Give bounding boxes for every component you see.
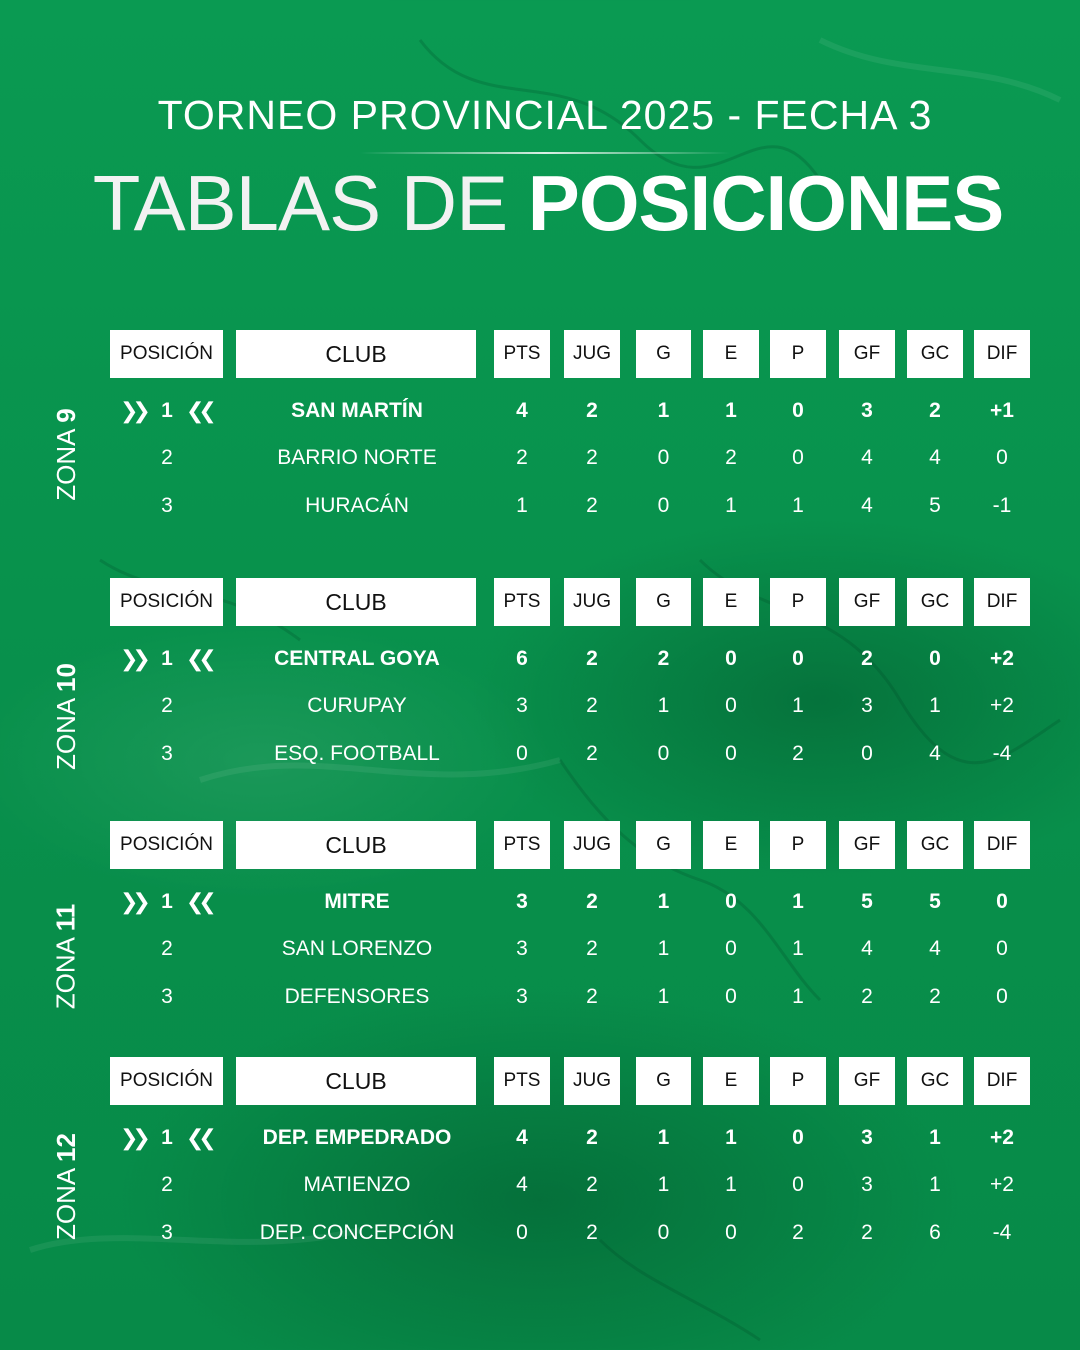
table-row (0, 686, 1080, 726)
cell-gf: 3 (861, 1126, 873, 1149)
cell-pts: 3 (516, 937, 528, 960)
cell-gc: 2 (929, 985, 941, 1008)
cell-p: 2 (792, 1221, 804, 1244)
cell-club: CURUPAY (307, 694, 407, 717)
table-row (0, 639, 1080, 679)
column-header-e: E (703, 821, 759, 869)
cell-gc: 1 (929, 1173, 941, 1196)
column-header-g: G (636, 578, 691, 626)
cell-gf: 3 (861, 694, 873, 717)
cell-p: 1 (792, 890, 804, 913)
cell-dif: +2 (990, 694, 1014, 717)
cell-e: 0 (725, 1221, 737, 1244)
cell-g: 0 (657, 494, 670, 517)
table-row (0, 1213, 1080, 1253)
page-title (0, 160, 1080, 246)
cell-pts: 3 (516, 694, 528, 717)
zone-number: 12 (50, 1132, 81, 1162)
cell-jug: 2 (586, 890, 598, 913)
table-row (0, 882, 1080, 922)
table-row (0, 486, 1080, 526)
cell-pos: 2 (161, 694, 173, 717)
leader-arrow-right-icon: ❯❯ (120, 398, 145, 423)
cell-pos: 3 (161, 1221, 173, 1244)
cell-dif: +2 (990, 1126, 1014, 1149)
cell-pos: 1 (161, 890, 173, 913)
cell-e: 0 (725, 647, 737, 670)
column-header-gc: GC (907, 821, 963, 869)
cell-gf: 3 (861, 399, 873, 422)
title-divider (360, 152, 730, 154)
table-row (0, 977, 1080, 1017)
cell-g: 1 (657, 985, 670, 1008)
cell-pts: 1 (516, 494, 528, 517)
tournament-subtitle: TORNEO PROVINCIAL 2025 - FECHA 3 (157, 92, 933, 138)
cell-dif: 0 (996, 937, 1008, 960)
cell-p: 1 (792, 937, 804, 960)
table-row (0, 438, 1080, 478)
column-header-pts: PTS (494, 578, 550, 626)
cell-gc: 2 (929, 399, 941, 422)
cell-e: 1 (725, 1173, 737, 1196)
zone-number: 9 (50, 407, 81, 423)
cell-pos: 2 (161, 446, 173, 469)
cell-g: 1 (657, 694, 670, 717)
cell-jug: 2 (586, 399, 598, 422)
cell-pts: 4 (516, 1126, 528, 1149)
cell-p: 0 (792, 1126, 804, 1149)
cell-dif: 0 (996, 985, 1008, 1008)
column-header-club: CLUB (236, 821, 476, 869)
cell-club: MATIENZO (303, 1173, 411, 1196)
cell-e: 1 (725, 399, 737, 422)
cell-club: SAN MARTÍN (291, 399, 423, 422)
cell-dif: 0 (996, 890, 1008, 913)
cell-gc: 4 (929, 937, 941, 960)
cell-jug: 2 (586, 446, 598, 469)
cell-gc: 1 (929, 1126, 941, 1149)
cell-g: 1 (657, 1126, 670, 1149)
column-header-gc: GC (907, 330, 963, 378)
table-row (0, 1165, 1080, 1205)
cell-dif: -4 (992, 1221, 1012, 1244)
column-header-gc: GC (907, 1057, 963, 1105)
cell-p: 0 (792, 446, 804, 469)
cell-pos: 3 (161, 985, 173, 1008)
column-header-pts: PTS (494, 330, 550, 378)
zone-prefix: ZONA (50, 698, 81, 770)
column-header-jug: JUG (564, 330, 620, 378)
column-header-g: G (636, 821, 691, 869)
leader-arrow-left-icon: ❮❮ (186, 889, 211, 914)
cell-gc: 1 (929, 694, 941, 717)
cell-dif: 0 (996, 446, 1008, 469)
zone-table (0, 578, 1080, 778)
cell-jug: 2 (586, 694, 598, 717)
cell-gf: 2 (861, 647, 873, 670)
column-header-e: E (703, 330, 759, 378)
cell-club: ESQ. FOOTBALL (274, 742, 440, 765)
table-row (0, 1118, 1080, 1158)
cell-g: 2 (657, 647, 670, 670)
cell-pts: 3 (516, 985, 528, 1008)
leader-arrow-right-icon: ❯❯ (120, 1125, 145, 1150)
column-header-p: P (770, 1057, 826, 1105)
cell-pos: 3 (161, 742, 173, 765)
cell-gf: 2 (861, 985, 873, 1008)
cell-g: 1 (657, 890, 670, 913)
zone-number: 11 (50, 903, 81, 931)
cell-p: 0 (792, 1173, 804, 1196)
leader-arrow-right-icon: ❯❯ (120, 889, 145, 914)
cell-jug: 2 (586, 1221, 598, 1244)
column-header-pos: POSICIÓN (110, 578, 223, 626)
cell-p: 0 (792, 399, 804, 422)
cell-jug: 2 (586, 985, 598, 1008)
cell-p: 1 (792, 985, 804, 1008)
cell-dif: -4 (992, 742, 1012, 765)
leader-arrow-left-icon: ❮❮ (186, 646, 211, 671)
leader-arrow-left-icon: ❮❮ (186, 398, 211, 423)
cell-gc: 5 (929, 890, 941, 913)
cell-p: 1 (792, 494, 804, 517)
column-header-gf: GF (839, 578, 895, 626)
cell-p: 0 (792, 647, 804, 670)
cell-pos: 1 (161, 1126, 173, 1149)
cell-club: DEFENSORES (284, 985, 430, 1008)
column-header-p: P (770, 821, 826, 869)
cell-e: 2 (725, 446, 737, 469)
cell-club: CENTRAL GOYA (274, 647, 440, 670)
cell-gf: 2 (861, 1221, 873, 1244)
cell-jug: 2 (586, 742, 598, 765)
cell-club: DEP. EMPEDRADO (262, 1126, 452, 1149)
cell-club: SAN LORENZO (281, 937, 433, 960)
zone-table (0, 821, 1080, 1021)
column-header-pos: POSICIÓN (110, 1057, 223, 1105)
column-header-gf: GF (839, 330, 895, 378)
cell-jug: 2 (586, 937, 598, 960)
cell-gc: 0 (929, 647, 941, 670)
zone-number: 10 (50, 662, 81, 692)
cell-jug: 2 (586, 1126, 598, 1149)
cell-pos: 2 (161, 937, 173, 960)
table-row (0, 929, 1080, 969)
cell-gc: 5 (929, 494, 941, 517)
cell-g: 1 (657, 1173, 670, 1196)
column-header-gc: GC (907, 578, 963, 626)
cell-pos: 3 (161, 494, 173, 517)
zone-prefix: ZONA (50, 1168, 81, 1240)
cell-gc: 4 (929, 446, 941, 469)
title-bold: POSICIONES (527, 159, 1004, 247)
column-header-club: CLUB (236, 578, 476, 626)
cell-dif: +2 (990, 647, 1014, 670)
cell-p: 1 (792, 694, 804, 717)
cell-pos: 1 (161, 647, 173, 670)
column-header-dif: DIF (974, 330, 1030, 378)
leader-arrow-right-icon: ❯❯ (120, 646, 145, 671)
column-header-dif: DIF (974, 1057, 1030, 1105)
cell-dif: +2 (990, 1173, 1014, 1196)
cell-e: 0 (725, 694, 737, 717)
column-header-pos: POSICIÓN (110, 821, 223, 869)
title-light: TABLAS DE (92, 159, 508, 247)
cell-gc: 4 (929, 742, 941, 765)
column-header-p: P (770, 578, 826, 626)
cell-pts: 4 (516, 399, 528, 422)
cell-club: BARRIO NORTE (277, 446, 437, 469)
table-row (0, 734, 1080, 774)
column-header-e: E (703, 1057, 759, 1105)
cell-pts: 3 (516, 890, 528, 913)
column-header-jug: JUG (564, 578, 620, 626)
cell-g: 1 (657, 399, 670, 422)
column-header-club: CLUB (236, 1057, 476, 1105)
column-header-jug: JUG (564, 1057, 620, 1105)
cell-gf: 4 (861, 937, 873, 960)
cell-pts: 0 (516, 742, 528, 765)
cell-gf: 0 (861, 742, 873, 765)
cell-g: 0 (657, 446, 670, 469)
cell-pts: 0 (516, 1221, 528, 1244)
cell-g: 0 (657, 742, 670, 765)
cell-pts: 2 (516, 446, 528, 469)
cell-gf: 4 (861, 494, 873, 517)
zone-prefix: ZONA (50, 937, 81, 1009)
cell-pts: 6 (516, 647, 528, 670)
cell-e: 0 (725, 742, 737, 765)
cell-e: 0 (725, 937, 737, 960)
cell-e: 0 (725, 890, 737, 913)
cell-gf: 5 (861, 890, 873, 913)
column-header-pts: PTS (494, 1057, 550, 1105)
column-header-club: CLUB (236, 330, 476, 378)
cell-pts: 4 (516, 1173, 528, 1196)
cell-pos: 2 (161, 1173, 173, 1196)
cell-p: 2 (792, 742, 804, 765)
column-header-pts: PTS (494, 821, 550, 869)
cell-jug: 2 (586, 647, 598, 670)
column-header-dif: DIF (974, 578, 1030, 626)
column-header-g: G (636, 1057, 691, 1105)
column-header-gf: GF (839, 1057, 895, 1105)
column-header-jug: JUG (564, 821, 620, 869)
cell-club: DEP. CONCEPCIÓN (259, 1221, 455, 1244)
zone-prefix: ZONA (50, 429, 81, 501)
column-header-pos: POSICIÓN (110, 330, 223, 378)
cell-dif: +1 (990, 399, 1014, 422)
leader-arrow-left-icon: ❮❮ (186, 1125, 211, 1150)
cell-club: MITRE (324, 890, 390, 913)
cell-club: HURACÁN (305, 494, 409, 517)
zone-table (0, 1057, 1080, 1257)
cell-g: 0 (657, 1221, 670, 1244)
cell-g: 1 (657, 937, 670, 960)
cell-pos: 1 (161, 399, 173, 422)
cell-gc: 6 (929, 1221, 941, 1244)
cell-gf: 3 (861, 1173, 873, 1196)
table-row (0, 391, 1080, 431)
cell-dif: -1 (992, 494, 1012, 517)
cell-e: 1 (725, 494, 737, 517)
zone-table (0, 330, 1080, 530)
cell-jug: 2 (586, 1173, 598, 1196)
column-header-p: P (770, 330, 826, 378)
cell-jug: 2 (586, 494, 598, 517)
cell-e: 0 (725, 985, 737, 1008)
column-header-dif: DIF (974, 821, 1030, 869)
column-header-g: G (636, 330, 691, 378)
column-header-gf: GF (839, 821, 895, 869)
column-header-e: E (703, 578, 759, 626)
cell-e: 1 (725, 1126, 737, 1149)
cell-gf: 4 (861, 446, 873, 469)
